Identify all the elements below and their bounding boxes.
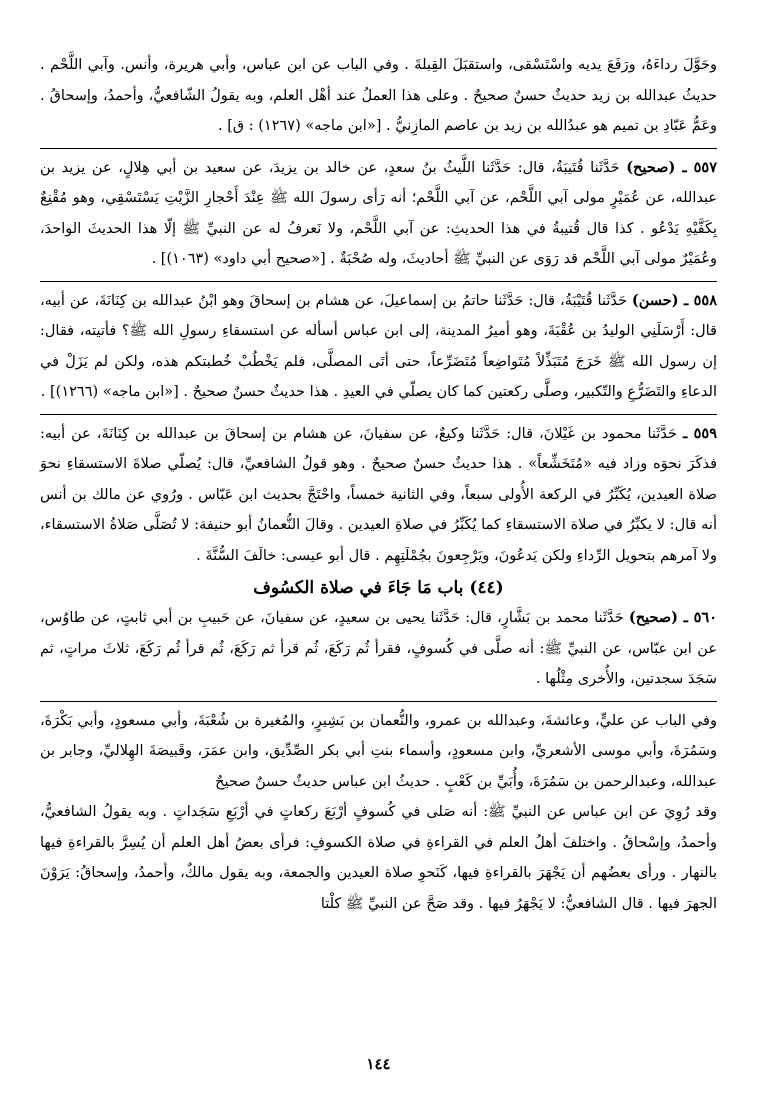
bab-others-text: وفي الباب عن عليٍّ، وعائشةَ، وعبدالله بن عمرو، والنُّعمان بن بَشِيرٍ، والمُغيرة بن شُعْبَةَ، وأبي مسعودٍ، وأبي بَكْرَةَ، وسَمُرَةَ، وأبي موسى الأشعريِّ، وابن مسعودٍ، وأسماء بنتِ أبي بكر الصِّدِّيق، وابن عمَرَ، وقَبيصَةَ الهِلاليِّ، وجابر بن عبدالله، وعبدالرحمن بن سَمُرَةَ، وأُبَيِّ بن كَعْبٍ . حديثُ ابن عباس حديثٌ حسنٌ صحيحٌ	[40, 712, 717, 790]
hadith-560-text: حَدَّثَنا محمد بن بَشَّارٍ، قال: حَدَّثَنا يحيى بن سعيدٍ، عن سفيانَ، عن حَبيبِ بن أبي ثابتٍ، عن طاوُس، عن ابن عبّاس، عن النبيِّ ﷺ: أنه صلَّى في كُسوفٍ، فقرأ ثُم رَكَعَ، ثُم قرأ ثم رَكَعَ، ثُم قرأ ثُم رَكَعَ، ثلاثَ مراتٍ، ثم سَجَدَ سجدتين، والأُخرى مِثْلُها .	[40, 610, 717, 687]
bab-others-paragraph	[40, 706, 717, 798]
hadith-559-label: ٥٥٩ ـ	[682, 424, 718, 442]
chapter-heading: (٤٤) باب مَا جَاءَ في صلاة الكسُوف	[253, 578, 504, 598]
hadith-559-text: حَدَّثَنا محمود بن غَيْلانَ، قال: حَدَّثَنا وكيعٌ، عن سفيانَ، عن هشام بن إسحاقَ بن عبدالله بن كِنَانَةَ، عن أبيه: فذكَرَ نحوَه وزاد فيه «مُتَخَشِّعاً» . هذا حديثٌ حسنٌ صحيحٌ . وهو قولُ الشافعيِّ، قال: يُصلّي صلاةَ الاستسقاءِ نحوَ صلاة العيدين، يُكَبِّرُ في الركعة الأُولى سبعاً، وفي الثانية خمساً، واحْتَجَّ بحديث ابن عَبّاس . ورُوي عن مالك بن أنس أنه قال: لا يكبِّرُ في صلاة الاستسقاءِ كما يُكَبِّرُ في صلاةِ العيدين . وقالَ النُّعمانُ أبو حنيفة: لا تُصَلَّى صَلاةُ الاستسقاء، ولا آمرهم بتحويل الرِّداءِ ولكن يَدعُونَ، ويَرْجِعونَ بجُمْلَتِهِم . قال أبو عيسى: خالَفَ السُّنَّةَ .	[40, 425, 717, 564]
hadith-557-text: حَدَّثَنا قُتَيبَةُ، قال: حَدَّثَنا اللَّيثُ بنُ سعدٍ، عن خالد بن يزيدَ، عن سعيد بن أبي هِلالٍ، عن يزيد بن عبدالله، عن عُمَيْرٍ مولى آبي اللَّحْم، عن آبي اللَّحْم؛ أنه رَأى رسولَ الله ﷺ عِنْدَ أَحْجارِ الزَّيْتِ يَسْتَسْقِي، وهو مُقْنِعٌ بِكَفَّيْهِ يَدْعُو . كذا قال قُتيبةُ في هذا الحديثِ: عن آبي اللَّحْم، ولا نَعرفُ له عن النبيِّ ﷺ إلّا هذا الحديثَ الواحدَ، وعُمَيْرٌ مولى آبي اللَّحْم قد رَوَى عن النبيِّ ﷺ أحاديثَ، وله صُحْبَةٌ . [«صحيح أبي داود» (١٠٦٣)] .	[40, 159, 717, 267]
hadith-557-label: ٥٥٧ ـ (صحيح)	[626, 158, 717, 176]
hadith-558-label: ٥٥٨ ـ (حسن)	[631, 291, 717, 309]
closing-text: وقد رُوِيَ عن ابن عباس عن النبيِّ ﷺ: أنه صَلى في كُسوفٍ أرْبَعَ ركعاتٍ في أرْبَعِ سَجَداتٍ . وبه يقولُ الشافعيُّ، وأحمدُ، وإسْحاقُ . واختلفَ أهلُ العلم في القراءةِ في صلاة الكسوفِ: فرأى بعضُ أهل العلم أن يُسِرَّ بالقراءةِ فيها بالنهار . ورأى بعضُهم أن يَجْهَرَ بالقراءةِ فيها، كَنَحوِ صلاة العيدين والجمعة، وبه يقول مالكٌ، وأحمدُ، وإسحاقُ: يَرَوْنَ الجهرَ فيها . قال الشافعيُّ: لا يَجْهَرُ فيها . وقد صَحَّ عن النبيِّ ﷺ كلْتا	[40, 804, 717, 912]
section-divider	[40, 414, 717, 415]
section-divider	[40, 701, 717, 702]
hadith-560-label: ٥٦٠ ـ (صحيح)	[628, 609, 717, 626]
hadith-560	[40, 603, 717, 695]
section-divider	[40, 148, 717, 149]
hadith-558-text: حَدَّثَنا قُتَيْبَةُ، قال: حَدَّثَنا حاتمُ بن إسماعيلَ، عن هشام بن إسحاقَ وهو ابْنُ عبدالله بن كِنَانَةَ، عن أبيه، قال: أَرْسَلَنِي الوليدُ بن عُقْبَةَ، وهو أميرُ المدينة، إلى ابن عباس أسأله عن استسقاءِ رسولِ الله ﷺ؟ فأتيته، فقال: إن رسول الله ﷺ خَرَجَ مُتَبَذِّلاً مُتَواضِعاً مُتَضَرِّعاً، حتى أتَى المصلَّى، فلم يَخْطُبْ خُطبتكم هذه، ولكن لم يَزَلْ في الدعاءِ والتَضَرُّعِ والتّكبير، وصلَّى ركعتين كما كان يصلّي في العيدِ . هذا حديثٌ حسنٌ صحيحٌ . [«ابن ماجه» (١٢٦٦)] .	[40, 292, 717, 400]
top-paragraph-text: وحَوَّلَ رداءَهُ، ورَفَعَ يديه واسْتَسْقى، واستقبَلَ القِبلةَ . وفي الباب عن ابن عباس، وأبي هريرة، وأنس. وآبي اللَّحْم . حديثُ عبدالله بن زيد حديثٌ حسنٌ صحيحٌ . وعلى هذا العملُ عند أهْل العلم، وبه يقولُ الشّافعيُّ، وأحمدُ، وإسحاقُ . وعَمُّ عَبّادِ بن تميم هو عبدُالله بن زيد بن عاصم المازِنيُّ . [«ابن ماجه» (١٢٦٧) : ق] .	[40, 57, 717, 134]
closing-paragraph	[40, 797, 717, 919]
page-number: ١٤٤	[366, 1055, 391, 1073]
hadith-557	[40, 153, 717, 275]
hadith-558	[40, 286, 717, 408]
section-divider	[40, 281, 717, 282]
top-paragraph	[40, 50, 717, 142]
hadith-559	[40, 419, 717, 572]
